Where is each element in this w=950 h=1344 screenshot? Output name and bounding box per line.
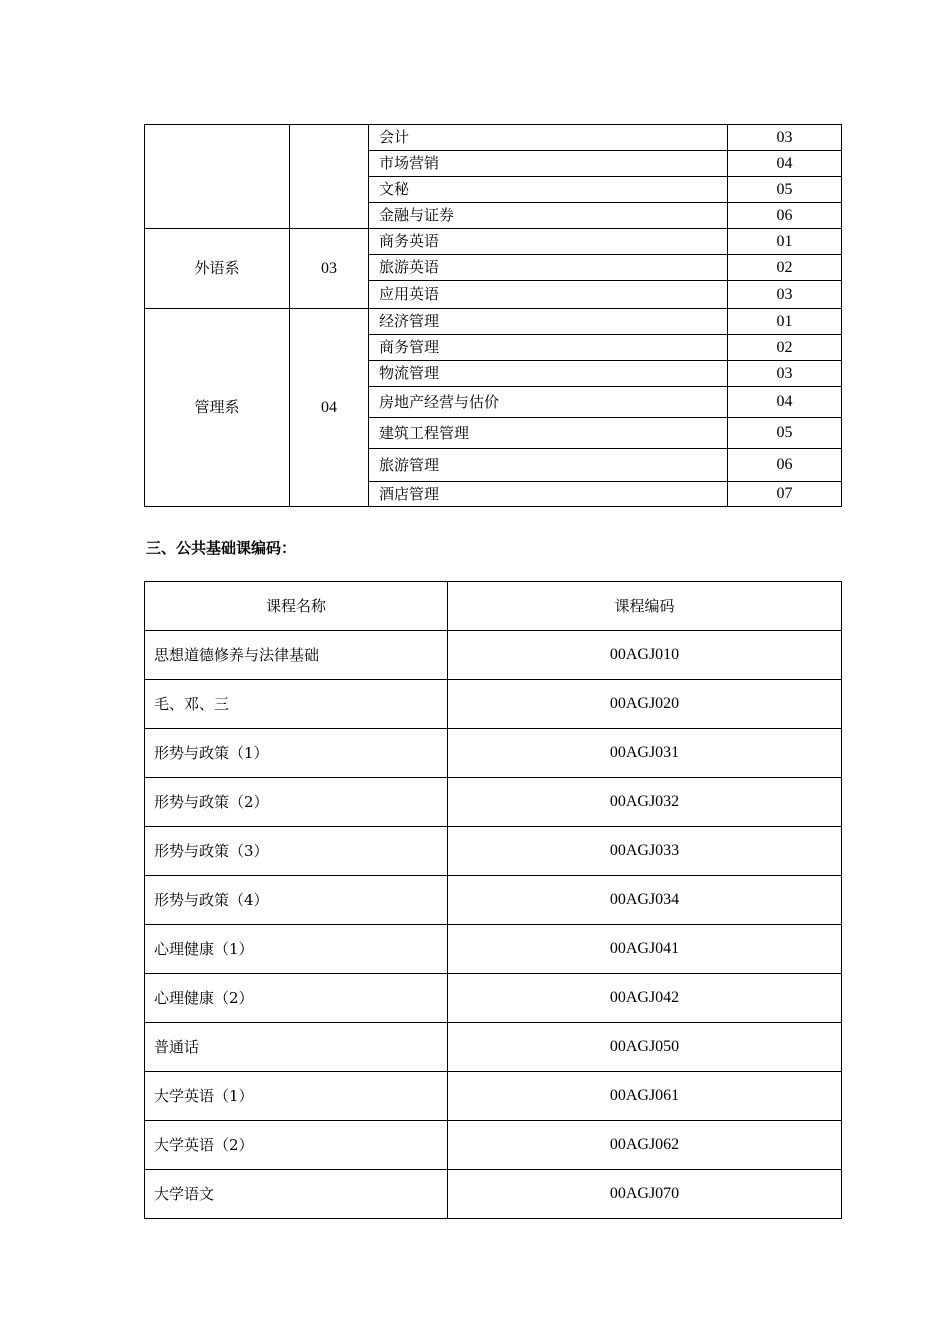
major-code: 03	[728, 361, 842, 387]
major-name: 酒店管理	[369, 482, 728, 507]
course-code: 00AGJ031	[448, 729, 842, 778]
course-code: 00AGJ034	[448, 876, 842, 925]
course-name: 大学英语（2）	[145, 1121, 448, 1170]
major-code: 06	[728, 203, 842, 229]
header-course-code: 课程编码	[448, 582, 842, 631]
major-name: 旅游英语	[369, 255, 728, 281]
department-code: 03	[290, 229, 369, 309]
table-row	[145, 229, 842, 255]
course-code: 00AGJ042	[448, 974, 842, 1023]
course-name: 大学英语（1）	[145, 1072, 448, 1121]
table-row	[145, 729, 842, 778]
header-course-name: 课程名称	[145, 582, 448, 631]
department-name: 外语系	[145, 229, 290, 309]
major-name: 建筑工程管理	[369, 418, 728, 449]
major-code: 07	[728, 482, 842, 507]
department-major-table	[144, 124, 842, 507]
course-code: 00AGJ050	[448, 1023, 842, 1072]
major-code: 05	[728, 418, 842, 449]
department-code	[290, 125, 369, 229]
table-row	[145, 1072, 842, 1121]
major-name: 金融与证券	[369, 203, 728, 229]
table-row	[145, 125, 842, 151]
course-name: 形势与政策（3）	[145, 827, 448, 876]
course-name: 心理健康（2）	[145, 974, 448, 1023]
major-name: 商务英语	[369, 229, 728, 255]
major-name: 物流管理	[369, 361, 728, 387]
course-code-table	[144, 581, 842, 1219]
major-name: 旅游管理	[369, 449, 728, 482]
major-name: 会计	[369, 125, 728, 151]
course-name: 毛、邓、三	[145, 680, 448, 729]
department-name	[145, 125, 290, 229]
major-code: 06	[728, 449, 842, 482]
table-row	[145, 1170, 842, 1219]
table-row	[145, 778, 842, 827]
major-code: 03	[728, 125, 842, 151]
major-name: 经济管理	[369, 309, 728, 335]
major-code: 01	[728, 309, 842, 335]
major-code: 02	[728, 335, 842, 361]
course-code: 00AGJ061	[448, 1072, 842, 1121]
major-code: 04	[728, 151, 842, 177]
course-name: 大学语文	[145, 1170, 448, 1219]
table-row	[145, 925, 842, 974]
course-name: 心理健康（1）	[145, 925, 448, 974]
major-name: 应用英语	[369, 281, 728, 309]
course-code: 00AGJ070	[448, 1170, 842, 1219]
course-code: 00AGJ033	[448, 827, 842, 876]
course-code: 00AGJ020	[448, 680, 842, 729]
department-name: 管理系	[145, 309, 290, 507]
table-row	[145, 876, 842, 925]
table-row	[145, 827, 842, 876]
course-code: 00AGJ062	[448, 1121, 842, 1170]
table-row	[145, 680, 842, 729]
major-code: 02	[728, 255, 842, 281]
major-code: 04	[728, 387, 842, 418]
table-row	[145, 974, 842, 1023]
department-code: 04	[290, 309, 369, 507]
major-name: 市场营销	[369, 151, 728, 177]
course-name: 形势与政策（1）	[145, 729, 448, 778]
course-code: 00AGJ032	[448, 778, 842, 827]
major-code: 05	[728, 177, 842, 203]
section-title: 三、公共基础课编码：	[146, 539, 297, 557]
major-name: 文秘	[369, 177, 728, 203]
major-name: 房地产经营与估价	[369, 387, 728, 418]
major-code: 01	[728, 229, 842, 255]
course-name: 思想道德修养与法律基础	[145, 631, 448, 680]
course-code: 00AGJ010	[448, 631, 842, 680]
table-row	[145, 1121, 842, 1170]
major-code: 03	[728, 281, 842, 309]
table-row	[145, 309, 842, 335]
table-row	[145, 1023, 842, 1072]
course-name: 形势与政策（2）	[145, 778, 448, 827]
table-row	[145, 631, 842, 680]
course-name: 形势与政策（4）	[145, 876, 448, 925]
course-code: 00AGJ041	[448, 925, 842, 974]
course-name: 普通话	[145, 1023, 448, 1072]
major-name: 商务管理	[369, 335, 728, 361]
table-header-row	[145, 582, 842, 631]
